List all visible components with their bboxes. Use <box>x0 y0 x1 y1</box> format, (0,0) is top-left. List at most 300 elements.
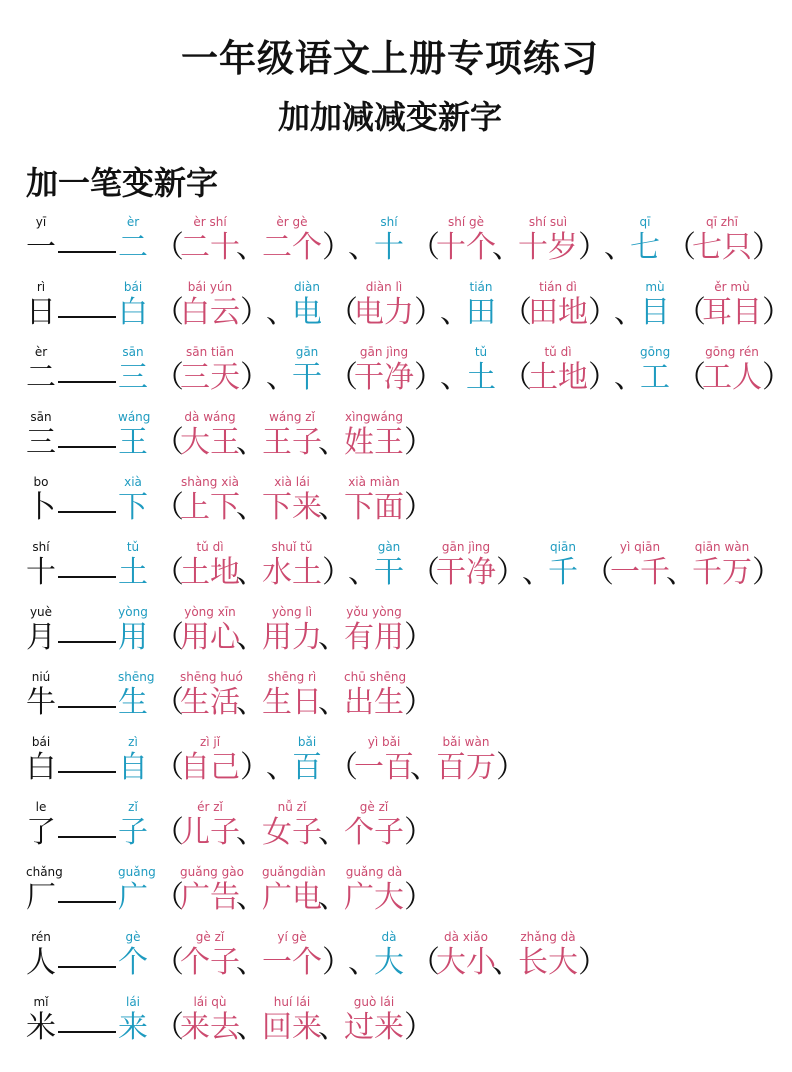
word-hanzi: 广大 <box>344 880 404 915</box>
new-char-pinyin: guǎng <box>118 865 156 879</box>
word-pinyin: xìngwáng <box>344 410 404 424</box>
comma-separator: 、 <box>236 685 266 720</box>
word-pinyin: dà wáng <box>184 410 236 424</box>
new-char <box>118 799 148 851</box>
word-pinyin: shàng xià <box>180 475 240 489</box>
word-hanzi: 下来 <box>262 490 322 525</box>
open-paren: （ <box>328 360 358 395</box>
word <box>262 799 322 851</box>
comma-separator: 、 <box>236 880 266 915</box>
exercise-row <box>0 799 780 864</box>
new-char-pinyin: bái <box>123 280 143 294</box>
new-char-hanzi: 生 <box>118 685 148 720</box>
base-char <box>26 474 56 526</box>
word-pinyin: bái yún <box>187 280 233 294</box>
word-hanzi: 过来 <box>344 1010 404 1045</box>
word <box>344 799 404 851</box>
base-char <box>26 539 56 591</box>
word-hanzi: 用心 <box>180 620 240 655</box>
base-char <box>26 994 56 1046</box>
dash-divider <box>58 706 116 708</box>
base-char-pinyin: chǎng <box>26 865 63 879</box>
word-pinyin: yí gè <box>277 930 307 944</box>
new-char-pinyin: xià <box>124 475 142 489</box>
word-pinyin: guǎng gào <box>180 865 244 879</box>
word <box>262 539 322 591</box>
new-char <box>292 344 322 396</box>
word <box>692 214 752 266</box>
new-char <box>374 214 404 266</box>
new-char-hanzi: 目 <box>640 295 670 330</box>
word-pinyin: shí gè <box>447 215 484 229</box>
comma-separator: 、 <box>348 230 378 265</box>
new-char <box>118 279 148 331</box>
word-pinyin: guò lái <box>353 995 395 1009</box>
word-pinyin: chū shēng <box>344 670 407 684</box>
section-heading: 加一笔变新字 <box>26 164 219 202</box>
new-char-pinyin: lái <box>125 995 141 1009</box>
base-char-pinyin: bo <box>33 475 49 489</box>
open-paren: （ <box>410 555 440 590</box>
close-paren: ） <box>240 360 270 395</box>
word-pinyin: xià lái <box>274 475 310 489</box>
comma-separator: 、 <box>236 1010 266 1045</box>
word-hanzi: 白云 <box>180 295 240 330</box>
word-hanzi: 十岁 <box>518 230 578 265</box>
word-hanzi: 千万 <box>692 555 752 590</box>
word <box>344 474 404 526</box>
word-pinyin: qiān wàn <box>694 540 750 554</box>
word-hanzi: 广电 <box>262 880 322 915</box>
open-paren: （ <box>154 555 184 590</box>
base-char-hanzi: 日 <box>26 295 56 330</box>
word-pinyin: ěr mù <box>714 280 750 294</box>
new-char-hanzi: 干 <box>292 360 322 395</box>
open-paren: （ <box>328 295 358 330</box>
open-paren: （ <box>154 490 184 525</box>
new-char-hanzi: 百 <box>292 750 322 785</box>
word <box>180 734 240 786</box>
word-hanzi: 水土 <box>262 555 322 590</box>
word <box>344 669 407 721</box>
close-paren: ） <box>762 360 792 395</box>
word <box>518 929 578 981</box>
word-pinyin: yì bǎi <box>367 735 401 749</box>
word <box>180 409 240 461</box>
comma-separator: 、 <box>318 815 348 850</box>
new-char-hanzi: 二 <box>118 230 148 265</box>
open-paren: （ <box>154 295 184 330</box>
word <box>180 669 243 721</box>
close-paren: ） <box>240 295 270 330</box>
word-pinyin: lái qù <box>193 995 227 1009</box>
comma-separator: 、 <box>236 620 266 655</box>
word-hanzi: 生日 <box>262 685 322 720</box>
word <box>262 604 322 656</box>
comma-separator: 、 <box>614 295 644 330</box>
word <box>354 734 414 786</box>
base-char <box>26 344 56 396</box>
new-char <box>118 994 148 1046</box>
word-hanzi: 儿子 <box>180 815 240 850</box>
new-char-pinyin: wáng <box>118 410 151 424</box>
new-char <box>118 474 148 526</box>
word-pinyin: tián dì <box>539 280 577 294</box>
base-char <box>26 734 56 786</box>
word-pinyin: dà xiǎo <box>444 930 488 944</box>
base-char-pinyin: yuè <box>29 605 53 619</box>
word <box>262 864 326 916</box>
new-char <box>118 734 148 786</box>
word <box>344 864 404 916</box>
close-paren: ） <box>322 945 352 980</box>
new-char <box>118 539 148 591</box>
close-paren: ） <box>240 750 270 785</box>
new-char <box>118 669 155 721</box>
base-char <box>26 669 56 721</box>
comma-separator: 、 <box>492 945 522 980</box>
base-char-pinyin: bái <box>31 735 51 749</box>
new-char-pinyin: qī <box>639 215 651 229</box>
word-pinyin: gōng rén <box>705 345 759 359</box>
new-char-pinyin: tǔ <box>126 540 140 554</box>
word-hanzi: 干净 <box>354 360 414 395</box>
word-pinyin: ér zǐ <box>197 800 223 814</box>
new-char-hanzi: 自 <box>118 750 148 785</box>
word-pinyin: shuǐ tǔ <box>271 540 313 554</box>
base-char-hanzi: 月 <box>26 620 56 655</box>
base-char <box>26 279 56 331</box>
word-pinyin: yòng xīn <box>184 605 236 619</box>
word-pinyin: huí lái <box>273 995 311 1009</box>
new-char-pinyin: zì <box>128 735 138 749</box>
word-hanzi: 上下 <box>180 490 240 525</box>
close-paren: ） <box>578 230 608 265</box>
word <box>702 344 762 396</box>
comma-separator: 、 <box>318 620 348 655</box>
word-hanzi: 七只 <box>692 230 752 265</box>
base-char-hanzi: 三 <box>26 425 56 460</box>
comma-separator: 、 <box>318 685 348 720</box>
new-char-pinyin: qiān <box>550 540 576 554</box>
exercise-row <box>0 929 780 994</box>
word <box>344 409 404 461</box>
comma-separator: 、 <box>266 360 296 395</box>
new-char-hanzi: 下 <box>118 490 148 525</box>
word-pinyin: zì jǐ <box>199 735 221 749</box>
base-char-pinyin: shí <box>32 540 50 554</box>
dash-divider <box>58 446 116 448</box>
exercise-row <box>0 409 780 474</box>
word-pinyin: bǎi wàn <box>442 735 490 749</box>
exercise-row <box>0 344 792 409</box>
base-char-pinyin: rén <box>31 930 51 944</box>
word-pinyin: sān tiān <box>185 345 235 359</box>
comma-separator: 、 <box>666 555 696 590</box>
new-char-pinyin: sān <box>122 345 144 359</box>
comma-separator: 、 <box>614 360 644 395</box>
exercise-row <box>0 864 780 929</box>
dash-divider <box>58 641 116 643</box>
new-char <box>640 279 670 331</box>
word-hanzi: 百万 <box>436 750 496 785</box>
word <box>518 214 578 266</box>
open-paren: （ <box>666 230 696 265</box>
dash-divider <box>58 381 116 383</box>
word-pinyin: tǔ dì <box>196 540 224 554</box>
close-paren: ） <box>496 555 526 590</box>
new-char-hanzi: 广 <box>118 880 148 915</box>
close-paren: ） <box>404 1010 434 1045</box>
word-pinyin: èr shí <box>193 215 227 229</box>
word-pinyin: xià miàn <box>348 475 400 489</box>
dash-divider <box>58 576 116 578</box>
comma-separator: 、 <box>318 1010 348 1045</box>
dash-divider <box>58 1031 116 1033</box>
word <box>180 604 240 656</box>
new-char-pinyin: tǔ <box>474 345 488 359</box>
word-hanzi: 女子 <box>262 815 322 850</box>
open-paren: （ <box>154 360 184 395</box>
new-char <box>118 929 148 981</box>
comma-separator: 、 <box>236 230 266 265</box>
new-char-pinyin: yòng <box>118 605 148 619</box>
word-hanzi: 自己 <box>180 750 240 785</box>
word-hanzi: 土地 <box>528 360 588 395</box>
base-char-pinyin: rì <box>36 280 46 294</box>
word-hanzi: 生活 <box>180 685 240 720</box>
base-char-hanzi: 牛 <box>26 685 56 720</box>
new-char-hanzi: 十 <box>374 230 404 265</box>
exercise-row <box>0 994 780 1059</box>
word <box>436 734 496 786</box>
open-paren: （ <box>154 620 184 655</box>
base-char-hanzi: 厂 <box>26 880 56 915</box>
comma-separator: 、 <box>318 490 348 525</box>
word-hanzi: 十个 <box>436 230 496 265</box>
page-title: 一年级语文上册专项练习 <box>181 37 599 80</box>
exercise-row <box>0 734 780 799</box>
word <box>702 279 762 331</box>
base-char <box>26 929 56 981</box>
word-pinyin: gān jìng <box>441 540 491 554</box>
new-char-hanzi: 用 <box>118 620 148 655</box>
word <box>262 669 322 721</box>
comma-separator: 、 <box>440 360 470 395</box>
comma-separator: 、 <box>440 295 470 330</box>
comma-separator: 、 <box>604 230 634 265</box>
base-char-hanzi: 卜 <box>26 490 56 525</box>
open-paren: （ <box>154 425 184 460</box>
comma-separator: 、 <box>522 555 552 590</box>
word-pinyin: shēng rì <box>267 670 317 684</box>
word <box>262 409 322 461</box>
word <box>436 214 496 266</box>
word <box>180 799 240 851</box>
base-char-hanzi: 米 <box>26 1010 56 1045</box>
new-char <box>374 539 404 591</box>
new-char-pinyin: tián <box>469 280 493 294</box>
comma-separator: 、 <box>348 945 378 980</box>
new-char-pinyin: gàn <box>377 540 401 554</box>
comma-separator: 、 <box>236 945 266 980</box>
word <box>354 344 414 396</box>
new-char <box>118 344 148 396</box>
new-char-pinyin: gōng <box>640 345 671 359</box>
word-pinyin: nǚ zǐ <box>277 800 307 814</box>
open-paren: （ <box>410 945 440 980</box>
word-hanzi: 用力 <box>262 620 322 655</box>
close-paren: ） <box>588 295 618 330</box>
open-paren: （ <box>410 230 440 265</box>
word-hanzi: 二十 <box>180 230 240 265</box>
word <box>610 539 670 591</box>
word-hanzi: 下面 <box>344 490 404 525</box>
word <box>262 929 322 981</box>
close-paren: ） <box>752 230 782 265</box>
word-hanzi: 有用 <box>344 620 404 655</box>
word-hanzi: 广告 <box>180 880 240 915</box>
base-char <box>26 409 56 461</box>
base-char-hanzi: 二 <box>26 360 56 395</box>
new-char <box>292 279 322 331</box>
open-paren: （ <box>154 750 184 785</box>
new-char-pinyin: shí <box>380 215 398 229</box>
open-paren: （ <box>328 750 358 785</box>
base-char-pinyin: mǐ <box>33 995 49 1009</box>
word-hanzi: 一个 <box>262 945 322 980</box>
comma-separator: 、 <box>236 425 266 460</box>
new-char-hanzi: 土 <box>466 360 496 395</box>
open-paren: （ <box>584 555 614 590</box>
word-pinyin: qī zhī <box>705 215 738 229</box>
close-paren: ） <box>404 490 434 525</box>
new-char-pinyin: gān <box>295 345 319 359</box>
base-char-pinyin: sān <box>30 410 52 424</box>
word <box>262 474 322 526</box>
base-char-hanzi: 一 <box>26 230 56 265</box>
dash-divider <box>58 901 116 903</box>
comma-separator: 、 <box>236 555 266 590</box>
word-pinyin: gè zǐ <box>195 930 225 944</box>
word-pinyin: zhǎng dà <box>520 930 576 944</box>
word-hanzi: 一千 <box>610 555 670 590</box>
open-paren: （ <box>154 880 184 915</box>
word-hanzi: 长大 <box>518 945 578 980</box>
word <box>692 539 752 591</box>
word <box>344 994 404 1046</box>
close-paren: ） <box>404 620 434 655</box>
close-paren: ） <box>404 685 434 720</box>
close-paren: ） <box>404 880 434 915</box>
word-hanzi: 大王 <box>180 425 240 460</box>
base-char-pinyin: èr <box>34 345 48 359</box>
comma-separator: 、 <box>410 750 440 785</box>
word-hanzi: 个子 <box>180 945 240 980</box>
word-hanzi: 回来 <box>262 1010 322 1045</box>
word-hanzi: 出生 <box>344 685 404 720</box>
comma-separator: 、 <box>236 490 266 525</box>
new-char <box>118 214 148 266</box>
word-hanzi: 耳目 <box>702 295 762 330</box>
base-char <box>26 799 56 851</box>
open-paren: （ <box>154 685 184 720</box>
word-pinyin: yì qiān <box>619 540 661 554</box>
word <box>354 279 414 331</box>
new-char <box>374 929 404 981</box>
base-char-pinyin: le <box>35 800 47 814</box>
word-pinyin: guǎng dà <box>345 865 403 879</box>
exercise-row <box>0 669 780 734</box>
exercise-row <box>0 214 780 279</box>
exercise-row <box>0 474 780 539</box>
word-pinyin: yǒu yòng <box>346 605 402 619</box>
word-pinyin: èr gè <box>276 215 308 229</box>
page-subtitle: 加加减减变新字 <box>277 98 502 136</box>
word-hanzi: 个子 <box>344 815 404 850</box>
word-pinyin: diàn lì <box>365 280 403 294</box>
close-paren: ） <box>404 815 434 850</box>
new-char <box>630 214 660 266</box>
new-char-pinyin: shēng <box>118 670 155 684</box>
close-paren: ） <box>762 295 792 330</box>
close-paren: ） <box>322 230 352 265</box>
word-hanzi: 姓王 <box>344 425 404 460</box>
base-char-hanzi: 人 <box>26 945 56 980</box>
word-hanzi: 王子 <box>262 425 322 460</box>
new-char-hanzi: 三 <box>118 360 148 395</box>
close-paren: ） <box>588 360 618 395</box>
close-paren: ） <box>322 555 352 590</box>
base-char-pinyin: yī <box>35 215 47 229</box>
dash-divider <box>58 316 116 318</box>
word-hanzi: 一百 <box>354 750 414 785</box>
comma-separator: 、 <box>492 230 522 265</box>
new-char-hanzi: 来 <box>118 1010 148 1045</box>
new-char-pinyin: gè <box>125 930 141 944</box>
word-hanzi: 工人 <box>702 360 762 395</box>
word-pinyin: shēng huó <box>180 670 243 684</box>
new-char-hanzi: 千 <box>548 555 578 590</box>
new-char-pinyin: bǎi <box>297 735 317 749</box>
dash-divider <box>58 836 116 838</box>
open-paren: （ <box>154 230 184 265</box>
new-char-pinyin: dà <box>381 930 397 944</box>
dash-divider <box>58 966 116 968</box>
open-paren: （ <box>154 815 184 850</box>
new-char <box>466 344 496 396</box>
new-char <box>640 344 670 396</box>
exercise-row <box>0 539 780 604</box>
exercise-list <box>0 214 792 1059</box>
comma-separator: 、 <box>236 815 266 850</box>
word-pinyin: shí suì <box>528 215 568 229</box>
base-char-hanzi: 白 <box>26 750 56 785</box>
comma-separator: 、 <box>266 295 296 330</box>
open-paren: （ <box>154 1010 184 1045</box>
word-pinyin: gān jìng <box>359 345 409 359</box>
word-pinyin: tǔ dì <box>544 345 572 359</box>
comma-separator: 、 <box>348 555 378 590</box>
new-char-hanzi: 白 <box>118 295 148 330</box>
new-char-hanzi: 田 <box>466 295 496 330</box>
word <box>180 474 240 526</box>
base-char <box>26 864 63 916</box>
word-pinyin: yòng lì <box>271 605 313 619</box>
base-char-hanzi: 十 <box>26 555 56 590</box>
open-paren: （ <box>676 295 706 330</box>
new-char <box>466 279 496 331</box>
